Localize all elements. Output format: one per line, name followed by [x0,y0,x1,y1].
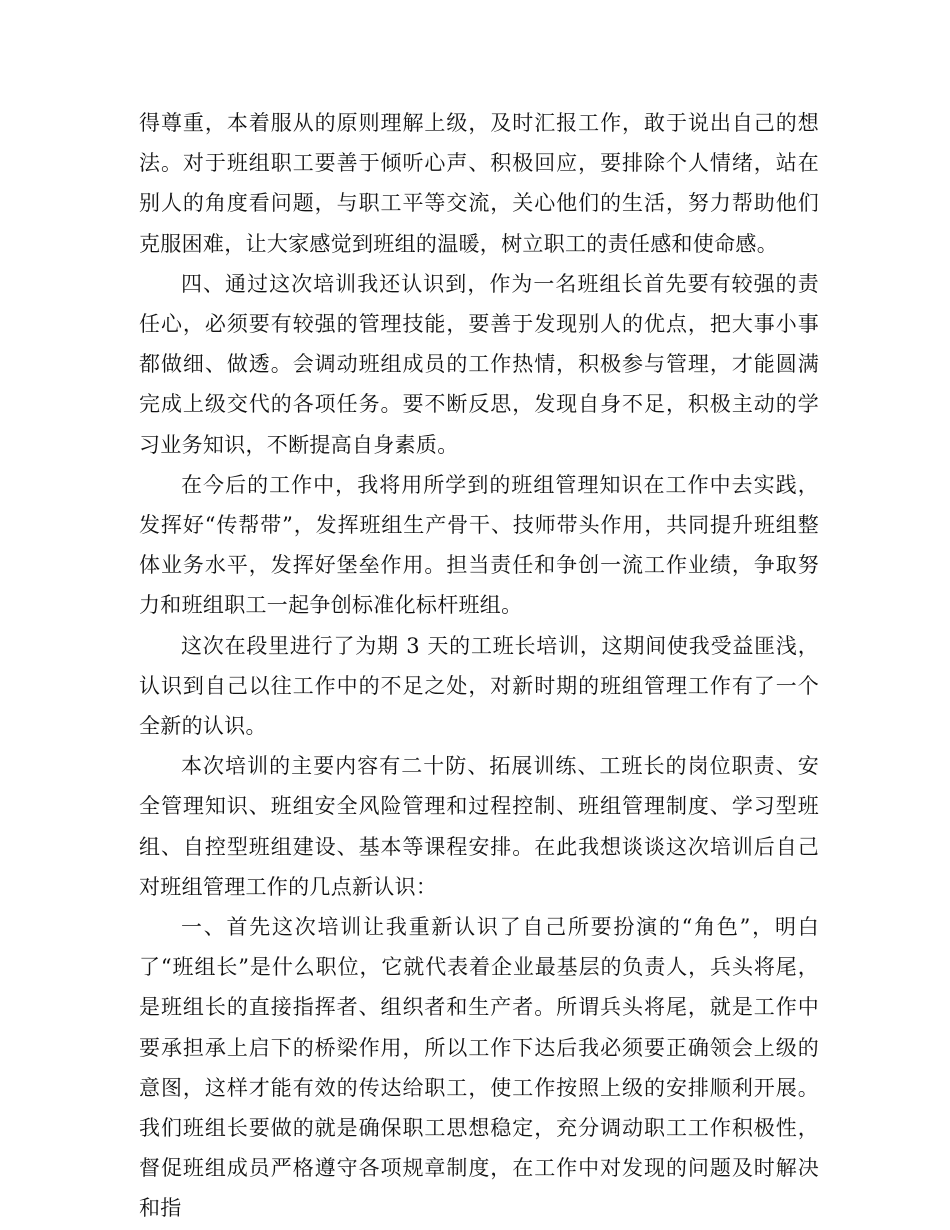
paragraph-1: 得尊重，本着服从的原则理解上级，及时汇报工作，敢于说出自己的想法。对于班组职工要善于倾听心声、积极回应，要排除个人情绪，站在别人的角度看问题，与职工平等交流，关心他们的生活，努力帮助他们克服困难，让大家感觉到班组的温暖，树立职工的责任感和使命感。 [139,111,819,256]
document-body [139,103,819,1229]
paragraph-6: 一、首先这次培训让我重新认识了自己所要扮演的“角色”，明白了“班组长”是什么职位，它就代表着企业最基层的负责人，兵头将尾，是班组长的直接指挥者、组织者和生产者。所谓兵头将尾，就是工作中要承担承上启下的桥梁作用，所以工作下达后我必须要正确领会上级的意图，这样才能有效的传达给职工，使工作按照上级的安排顺利开展。我们班组长要做的就是确保职工思想稳定，充分调动职工工作积极性，督促班组成员严格遵守各项规章制度，在工作中对发现的问题及时解决和指 [139,915,819,1221]
paragraph-3: 在今后的工作中，我将用所学到的班组管理知识在工作中去实践，发挥好“传帮带”，发挥班组生产骨干、技师带头作用，共同提升班组整体业务水平，发挥好堡垒作用。担当责任和争创一流工作业绩，争取努力和班组职工一起争创标准化标杆班组。 [139,472,819,618]
paragraph-4: 这次在段里进行了为期 3 天的工班长培训，这期间使我受益匪浅，认识到自己以往工作中的不足之处，对新时期的班组管理工作有了一个全新的认识。 [139,633,819,739]
paragraph-2: 四、通过这次培训我还认识到，作为一名班组长首先要有较强的责任心，必须要有较强的管理技能，要善于发现别人的优点，把大事小事都做细、做透。会调动班组成员的工作热情，积极参与管理，才能圆满完成上级交代的各项任务。要不断反思，发现自身不足，积极主动的学习业务知识，不断提高自身素质。 [139,271,819,457]
paragraph-5: 本次培训的主要内容有二十防、拓展训练、工班长的岗位职责、安全管理知识、班组安全风险管理和过程控制、班组管理制度、学习型班组、自控型班组建设、基本等课程安排。在此我想谈谈这次培训后自己对班组管理工作的几点新认识： [139,754,819,899]
